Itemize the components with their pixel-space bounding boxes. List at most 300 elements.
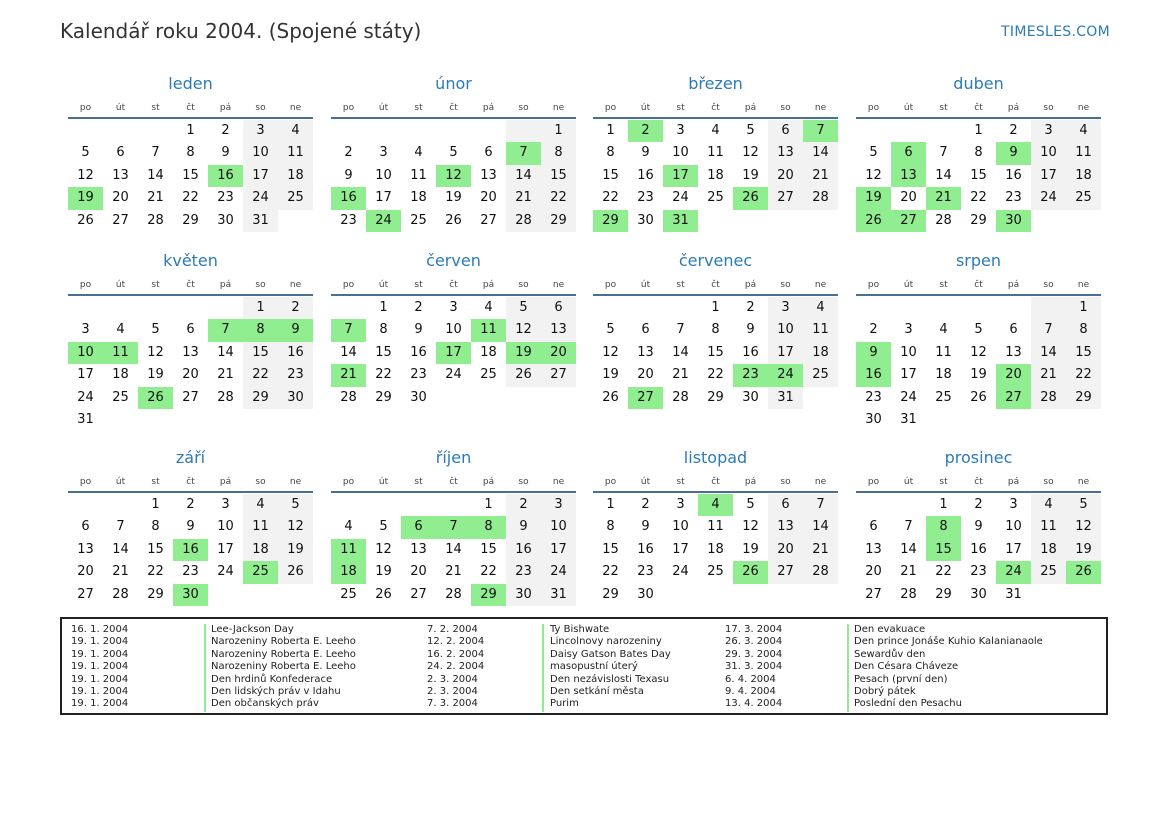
day-cell: 9: [344, 167, 353, 183]
day-cell: 2: [221, 123, 230, 138]
day-cell: 6: [186, 322, 195, 338]
day-cell: 5: [1066, 494, 1101, 516]
header-rule: [856, 117, 1101, 119]
weekday-label: st: [414, 280, 423, 290]
day-cell: 6: [116, 145, 125, 161]
day-cell: 22: [935, 564, 952, 580]
day-cell: 19: [375, 564, 392, 580]
day-cell: 30: [410, 389, 427, 405]
holiday-name: Lincolnovy narozeniny: [550, 636, 662, 648]
day-cell: 26: [506, 364, 541, 386]
day-cell: 20: [77, 564, 94, 580]
empty-day-cell: [471, 120, 506, 142]
day-cell: 16: [410, 344, 427, 360]
day-grid: [68, 494, 313, 606]
weekday-label: pá: [219, 280, 232, 290]
day-cell: 8: [1066, 319, 1101, 341]
weekday-header: [68, 276, 313, 294]
day-cell: 11: [707, 519, 724, 535]
holiday-day-cell: 11: [103, 342, 138, 364]
weekday-label: po: [867, 103, 880, 113]
day-cell: 8: [606, 519, 615, 535]
day-cell: 1: [606, 497, 615, 512]
day-cell: 10: [672, 145, 689, 161]
day-cell: 19: [602, 367, 619, 383]
weekday-label: po: [79, 103, 92, 113]
day-cell: 18: [1066, 165, 1101, 187]
day-cell: 29: [147, 586, 164, 602]
day-cell: 14: [506, 165, 541, 187]
day-cell: 2: [869, 322, 878, 338]
weekday-label: pá: [219, 477, 232, 487]
holiday-day-cell: 24: [996, 561, 1031, 583]
holiday-day-cell: 8: [243, 319, 278, 341]
month-name: únor: [435, 74, 472, 93]
holiday-date: 16. 1. 2004: [71, 624, 129, 635]
header-rule: [593, 491, 838, 493]
weekday-label: ne: [289, 103, 302, 113]
holiday-name: Lee-Jackson Day: [211, 624, 294, 635]
day-cell: 15: [480, 541, 497, 557]
day-cell: 22: [480, 564, 497, 580]
holiday-name: Narozeniny Roberta E. Leeho: [211, 636, 356, 648]
day-cell: 13: [1005, 344, 1022, 360]
day-cell: 29: [375, 389, 392, 405]
day-cell: 4: [1066, 120, 1101, 142]
empty-day-cell: [103, 297, 138, 319]
day-grid: [331, 494, 576, 606]
weekday-label: st: [151, 477, 160, 487]
holiday-separator: [847, 624, 849, 712]
day-cell: 25: [410, 212, 427, 228]
day-cell: 22: [602, 564, 619, 580]
day-cell: 11: [410, 167, 427, 183]
day-cell: 7: [803, 494, 838, 516]
day-cell: 20: [182, 367, 199, 383]
empty-day-cell: [663, 297, 698, 319]
month-name: březen: [688, 74, 743, 93]
day-cell: 6: [1009, 322, 1018, 338]
day-cell: 19: [445, 190, 462, 206]
holiday-name: Dobrý pátek: [854, 686, 916, 698]
month-2: [331, 73, 576, 232]
month-name: leden: [168, 74, 213, 93]
holiday-date: 31. 3. 2004: [725, 661, 783, 673]
day-cell: 27: [768, 561, 803, 583]
day-cell: 27: [77, 586, 94, 602]
holiday-name: Narozeniny Roberta E. Leeho: [211, 661, 356, 673]
holiday-day-cell: 21: [331, 364, 366, 386]
day-cell: 4: [711, 123, 720, 138]
weekday-label: st: [151, 103, 160, 113]
day-cell: 25: [278, 187, 313, 209]
day-cell: 7: [676, 322, 685, 338]
day-cell: 1: [606, 123, 615, 138]
holiday-day-cell: 27: [891, 210, 926, 232]
empty-day-cell: [401, 494, 436, 516]
weekday-label: čt: [711, 280, 720, 290]
empty-day-cell: [173, 297, 208, 319]
weekday-label: čt: [711, 103, 720, 113]
day-cell: 1: [186, 123, 195, 138]
day-cell: 18: [410, 190, 427, 206]
holiday-day-cell: 26: [138, 387, 173, 409]
holiday-day-cell: 11: [471, 319, 506, 341]
day-cell: 28: [112, 586, 129, 602]
day-cell: 28: [803, 187, 838, 209]
day-cell: 27: [112, 212, 129, 228]
day-cell: 14: [147, 167, 164, 183]
weekday-label: so: [780, 477, 791, 487]
day-cell: 27: [541, 364, 576, 386]
weekday-label: so: [255, 280, 266, 290]
weekday-label: út: [640, 477, 651, 487]
holiday-day-cell: 30: [996, 210, 1031, 232]
header-rule: [331, 491, 576, 493]
month-name: květen: [163, 251, 218, 270]
day-cell: 26: [375, 586, 392, 602]
holiday-separator: [542, 624, 544, 712]
holiday-day-cell: 21: [926, 187, 961, 209]
holiday-day-cell: 7: [803, 120, 838, 142]
day-cell: 4: [484, 300, 493, 315]
weekday-header: [856, 276, 1101, 294]
day-cell: 16: [742, 344, 759, 360]
day-cell: 5: [379, 519, 388, 535]
month-name: září: [175, 448, 206, 467]
day-cell: 28: [935, 212, 952, 228]
day-cell: 12: [278, 516, 313, 538]
holiday-name: Den Césara Cháveze: [854, 661, 959, 673]
day-cell: 24: [672, 564, 689, 580]
day-cell: 28: [147, 212, 164, 228]
holiday-date: 17. 3. 2004: [725, 624, 783, 635]
day-cell: 27: [480, 212, 497, 228]
day-cell: 21: [900, 564, 917, 580]
day-cell: 19: [278, 539, 313, 561]
holiday-name: Den lidských práv v Idahu: [211, 686, 341, 698]
weekday-label: ne: [552, 280, 565, 290]
weekday-label: po: [342, 477, 355, 487]
day-cell: 7: [151, 145, 160, 161]
day-cell: 12: [602, 344, 619, 360]
day-cell: 18: [707, 167, 724, 183]
empty-day-cell: [366, 120, 401, 142]
day-cell: 11: [243, 516, 278, 538]
day-cell: 15: [182, 167, 199, 183]
day-cell: 30: [637, 212, 654, 228]
day-cell: 12: [1066, 516, 1101, 538]
weekday-header: [68, 99, 313, 117]
day-cell: 12: [970, 344, 987, 360]
month-1: [68, 73, 313, 232]
day-cell: 10: [243, 142, 278, 164]
weekday-label: út: [640, 103, 651, 113]
day-cell: 25: [1066, 187, 1101, 209]
day-cell: 2: [414, 300, 423, 315]
holiday-date: 16. 2. 2004: [427, 648, 485, 660]
holiday-names-column: [550, 624, 671, 711]
weekday-header: [593, 99, 838, 117]
month-6: [331, 250, 576, 409]
empty-day-cell: [961, 297, 996, 319]
day-cell: 10: [768, 319, 803, 341]
day-cell: 10: [375, 167, 392, 183]
day-cell: 5: [81, 145, 90, 161]
holiday-day-cell: 17: [436, 342, 471, 364]
holiday-day-cell: 9: [856, 342, 891, 364]
day-cell: 1: [974, 123, 983, 138]
day-cell: 14: [217, 344, 234, 360]
day-cell: 16: [637, 541, 654, 557]
weekday-label: st: [939, 103, 948, 113]
weekday-label: út: [640, 280, 651, 290]
holiday-day-cell: 20: [996, 364, 1031, 386]
weekday-label: pá: [1007, 477, 1020, 487]
holiday-date: 7. 3. 2004: [427, 698, 478, 710]
weekday-label: čt: [711, 477, 720, 487]
day-grid: [856, 494, 1101, 606]
day-cell: 8: [379, 322, 388, 338]
weekday-label: so: [255, 477, 266, 487]
weekday-label: so: [780, 280, 791, 290]
day-cell: 2: [186, 497, 195, 512]
day-cell: 14: [445, 541, 462, 557]
empty-day-cell: [891, 120, 926, 142]
header-rule: [593, 294, 838, 296]
holiday-day-cell: 13: [891, 165, 926, 187]
day-cell: 6: [81, 519, 90, 535]
weekday-label: st: [939, 280, 948, 290]
weekday-label: ne: [1077, 477, 1090, 487]
day-cell: 23: [340, 212, 357, 228]
day-cell: 22: [541, 187, 576, 209]
day-cell: 6: [768, 120, 803, 142]
day-cell: 14: [340, 344, 357, 360]
weekday-label: so: [1043, 103, 1054, 113]
weekday-label: st: [151, 280, 160, 290]
day-cell: 20: [768, 165, 803, 187]
empty-day-cell: [891, 494, 926, 516]
weekday-label: ne: [289, 280, 302, 290]
holiday-day-cell: 6: [401, 516, 436, 538]
day-cell: 1: [484, 497, 493, 512]
day-cell: 8: [606, 145, 615, 161]
day-cell: 15: [541, 165, 576, 187]
day-cell: 11: [1031, 516, 1066, 538]
day-grid: [856, 297, 1101, 431]
day-cell: 20: [112, 190, 129, 206]
holiday-day-cell: 9: [278, 319, 313, 341]
day-cell: 2: [641, 497, 650, 512]
empty-day-cell: [331, 494, 366, 516]
holiday-name: Purim: [550, 698, 579, 710]
holiday-date: 19. 1. 2004: [71, 648, 129, 660]
day-cell: 5: [869, 145, 878, 161]
day-cell: 21: [506, 187, 541, 209]
weekday-label: st: [414, 477, 423, 487]
holiday-name: Den setkání města: [550, 686, 644, 698]
day-cell: 15: [1066, 342, 1101, 364]
day-cell: 6: [541, 297, 576, 319]
empty-day-cell: [68, 494, 103, 516]
weekday-label: po: [604, 477, 617, 487]
day-cell: 22: [602, 190, 619, 206]
weekday-label: po: [604, 280, 617, 290]
empty-day-cell: [103, 120, 138, 142]
day-cell: 22: [182, 190, 199, 206]
day-cell: 30: [278, 387, 313, 409]
day-cell: 1: [379, 300, 388, 315]
empty-day-cell: [891, 297, 926, 319]
day-cell: 22: [707, 367, 724, 383]
day-cell: 21: [147, 190, 164, 206]
day-cell: 20: [865, 564, 882, 580]
weekday-label: čt: [974, 477, 983, 487]
day-cell: 17: [375, 190, 392, 206]
holiday-day-cell: 7: [506, 142, 541, 164]
empty-day-cell: [856, 297, 891, 319]
month-name: listopad: [683, 448, 748, 467]
day-cell: 31: [1005, 586, 1022, 602]
weekday-label: ne: [552, 103, 565, 113]
weekday-label: út: [115, 103, 126, 113]
empty-day-cell: [506, 120, 541, 142]
day-cell: 7: [939, 145, 948, 161]
empty-day-cell: [436, 120, 471, 142]
day-cell: 10: [541, 516, 576, 538]
day-cell: 5: [746, 123, 755, 138]
weekday-label: čt: [186, 280, 195, 290]
day-cell: 30: [970, 586, 987, 602]
weekday-label: út: [903, 103, 914, 113]
day-cell: 24: [445, 367, 462, 383]
day-cell: 1: [939, 497, 948, 512]
empty-day-cell: [1031, 297, 1066, 319]
day-cell: 3: [221, 497, 230, 512]
holiday-day-cell: 19: [856, 187, 891, 209]
weekday-label: čt: [449, 280, 458, 290]
brand-link[interactable]: TIMESLES.COM: [1001, 24, 1110, 40]
day-cell: 21: [1031, 364, 1066, 386]
day-cell: 19: [147, 367, 164, 383]
day-cell: 22: [1066, 364, 1101, 386]
empty-day-cell: [331, 297, 366, 319]
day-cell: 2: [278, 297, 313, 319]
empty-day-cell: [366, 494, 401, 516]
day-cell: 22: [147, 564, 164, 580]
day-cell: 18: [707, 541, 724, 557]
day-grid: [593, 297, 838, 409]
day-cell: 22: [970, 190, 987, 206]
day-cell: 2: [746, 300, 755, 315]
day-cell: 30: [217, 212, 234, 228]
header-rule: [856, 491, 1101, 493]
day-cell: 7: [904, 519, 913, 535]
day-cell: 15: [707, 344, 724, 360]
day-cell: 11: [707, 145, 724, 161]
weekday-label: pá: [744, 103, 757, 113]
day-cell: 16: [637, 167, 654, 183]
weekday-label: čt: [449, 103, 458, 113]
day-cell: 19: [1066, 539, 1101, 561]
holiday-day-cell: 26: [856, 210, 891, 232]
day-cell: 4: [414, 145, 423, 161]
empty-day-cell: [593, 297, 628, 319]
day-cell: 12: [375, 541, 392, 557]
day-cell: 14: [112, 541, 129, 557]
day-cell: 18: [112, 367, 129, 383]
day-cell: 23: [506, 561, 541, 583]
day-cell: 21: [672, 367, 689, 383]
day-cell: 23: [278, 364, 313, 386]
day-cell: 9: [506, 516, 541, 538]
day-cell: 1: [711, 300, 720, 315]
weekday-label: st: [414, 103, 423, 113]
day-cell: 25: [340, 586, 357, 602]
day-cell: 11: [1066, 142, 1101, 164]
day-cell: 5: [449, 145, 458, 161]
holiday-day-cell: 17: [663, 165, 698, 187]
day-cell: 28: [803, 561, 838, 583]
empty-day-cell: [208, 297, 243, 319]
holiday-day-cell: 27: [996, 387, 1031, 409]
day-cell: 15: [602, 541, 619, 557]
month-name: prosinec: [944, 448, 1013, 467]
day-cell: 21: [803, 539, 838, 561]
day-grid: [331, 120, 576, 232]
day-cell: 7: [1031, 319, 1066, 341]
holiday-date: 13. 4. 2004: [725, 698, 783, 710]
holiday-day-cell: 26: [733, 187, 768, 209]
day-cell: 29: [182, 212, 199, 228]
empty-day-cell: [856, 494, 891, 516]
holiday-name: masopustní úterý: [550, 661, 638, 673]
header-rule: [68, 491, 313, 493]
day-cell: 17: [541, 539, 576, 561]
holiday-name: Ty Bishwate: [550, 624, 610, 635]
month-name: červenec: [678, 251, 753, 270]
weekday-label: út: [378, 477, 389, 487]
day-cell: 29: [1066, 387, 1101, 409]
weekday-label: st: [676, 103, 685, 113]
day-cell: 20: [768, 539, 803, 561]
holiday-date: 29. 3. 2004: [725, 648, 783, 660]
day-cell: 9: [641, 145, 650, 161]
weekday-label: so: [518, 103, 529, 113]
weekday-header: [68, 473, 313, 491]
weekday-label: čt: [186, 477, 195, 487]
holiday-date: 12. 2. 2004: [427, 636, 485, 648]
day-cell: 15: [147, 541, 164, 557]
day-cell: 4: [243, 494, 278, 516]
weekday-label: so: [1043, 280, 1054, 290]
month-12: [856, 447, 1101, 606]
holiday-dates-column: [725, 624, 782, 711]
day-cell: 18: [935, 367, 952, 383]
holiday-day-cell: 25: [243, 561, 278, 583]
weekday-label: pá: [744, 280, 757, 290]
day-cell: 12: [742, 519, 759, 535]
day-cell: 28: [217, 389, 234, 405]
holiday-day-cell: 30: [173, 584, 208, 606]
holiday-day-cell: 18: [331, 561, 366, 583]
holiday-day-cell: 29: [471, 584, 506, 606]
holiday-date: 19. 1. 2004: [71, 636, 129, 648]
day-cell: 14: [803, 142, 838, 164]
weekday-label: po: [79, 280, 92, 290]
day-cell: 5: [606, 322, 615, 338]
